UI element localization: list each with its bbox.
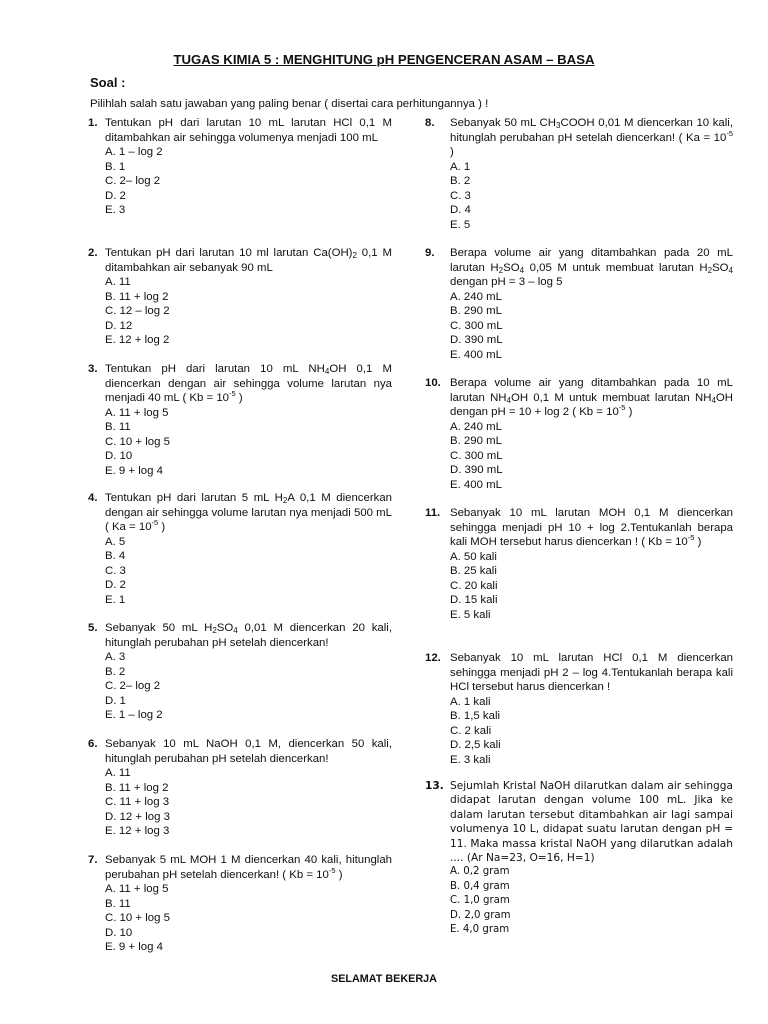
answer-option: A. 5 xyxy=(105,535,126,548)
answer-option: E. 12 + log 3 xyxy=(105,825,170,837)
answer-options xyxy=(105,882,392,955)
answer-option: E. 3 xyxy=(105,204,126,216)
answer-option: A. 240 mL xyxy=(450,420,502,433)
answer-option: C. 2– log 2 xyxy=(105,680,161,692)
instruction-text: Pilihlah salah satu jawaban yang paling benar ( disertai cara perhitungannya ) ! xyxy=(90,98,489,110)
question-number: 5. xyxy=(88,622,98,634)
answer-option: E. 9 + log 4 xyxy=(105,464,163,477)
question-number: 1. xyxy=(88,117,98,129)
answer-option: A. 3 xyxy=(105,651,126,663)
question-text: Sebanyak 50 mL $CH_3COOH$ 0,01 M diencerkan 10 kali, hitunglah perubahan pH setelah diencerkan! ( $Ka = 10^{-5}$ ) xyxy=(450,117,733,158)
question-number: 4. xyxy=(88,492,98,504)
answer-option: A. 50 kali xyxy=(450,550,497,563)
answer-option: E. 12 + log 2 xyxy=(105,334,170,346)
question-item xyxy=(425,779,733,937)
answer-option: A. 1 xyxy=(450,160,471,173)
answer-option: E. 400 mL xyxy=(450,478,502,491)
question-text: Tentukan pH dari larutan 10 mL $NH_4OH$ 0,1 M diencerkan dengan air sehingga volume larutan nya menjadi 40 mL ( $Kb = 10^{-5}$ ) xyxy=(105,363,393,404)
answer-option: D. 390 mL xyxy=(450,464,503,476)
question-item xyxy=(425,376,733,492)
question-text: Sejumlah Kristal NaOH dilarutkan dalam air sehingga didapat larutan dengan volume 100 mL. Jika ke dalam larutan tersebut ditambahkan air lagi sampai volumenya 10 L, didapat suatu larutan dengan pH = 11. Maka massa kristal NaOH yang dilarutkan adalah .... (Ar Na=23, O=16, H=1) xyxy=(450,780,733,865)
answer-option: E. 5 xyxy=(450,218,471,231)
answer-option: C. 300 mL xyxy=(450,449,503,462)
footer-text: SELAMAT BEKERJA xyxy=(331,973,437,985)
answer-option: E. 1 – log 2 xyxy=(105,709,163,721)
answer-option: B. 290 mL xyxy=(450,305,502,317)
answer-option: E. 1 xyxy=(105,593,126,606)
answer-option: C. 3 xyxy=(450,189,471,202)
question-text: Sebanyak 10 mL larutan MOH 0,1 M diencerkan sehingga menjadi pH 10 + log 2.Tentukanlah berapa kali MOH tersebut harus diencerkan ! ( $Kb = 10^{-5}$ ) xyxy=(450,507,733,548)
answer-options xyxy=(450,160,733,233)
answer-options xyxy=(105,766,392,839)
answer-option: B. 2 xyxy=(105,665,126,678)
answer-options xyxy=(450,550,733,623)
answer-option: E. 3 kali xyxy=(450,753,491,766)
answer-option: E. 9 + log 4 xyxy=(105,941,163,953)
question-number: 11. xyxy=(425,507,441,519)
answer-option: D. 2,0 gram xyxy=(450,909,511,921)
question-text: Sebanyak 5 mL MOH 1 M diencerkan 40 kali, hitunglah perubahan pH setelah diencerkan! ( $Kb = 10^{-5}$ ) xyxy=(105,854,392,881)
question-text: Sebanyak 50 mL $H_2SO_4$ 0,01 M diencerkan 20 kali, hitunglah perubahan pH setelah diencerkan! xyxy=(105,622,392,649)
answer-options xyxy=(450,290,733,363)
answer-options xyxy=(450,865,733,937)
answer-option: B. 11 + log 2 xyxy=(105,290,169,303)
question-number: 12. xyxy=(425,652,441,664)
answer-option: D. 2 xyxy=(105,579,126,591)
answer-option: A. 1 – log 2 xyxy=(105,146,163,158)
answer-option: B. 11 xyxy=(105,897,131,910)
question-item xyxy=(88,491,392,607)
answer-option: D. 4 xyxy=(450,204,471,216)
answer-option: D. 12 + log 3 xyxy=(105,810,170,823)
answer-option: B. 1 xyxy=(105,160,126,173)
question-text: Tentukan pH dari larutan 10 ml larutan $Ca(OH)_2$ 0,1 M ditambahkan air sebanyak 90 mL xyxy=(105,247,393,274)
answer-options xyxy=(450,695,733,768)
answer-option: B. 1,5 kali xyxy=(450,710,501,722)
answer-option: B. 0,4 gram xyxy=(450,880,510,892)
question-text: Sebanyak 10 mL NaOH 0,1 M, diencerkan 50 kali, hitunglah perubahan pH setelah diencerkan! xyxy=(105,738,392,765)
answer-option: A. 11 + log 5 xyxy=(105,883,169,895)
answer-option: D. 2 xyxy=(105,189,126,202)
answer-option: D. 10 xyxy=(105,926,133,939)
section-label: Soal : xyxy=(90,75,126,90)
question-text: Sebanyak 10 mL larutan HCl 0,1 M diencerkan sehingga menjadi pH 2 – log 4.Tentukanlah berapa kali HCl tersebut harus diencerkan ! xyxy=(450,652,733,693)
answer-option: D. 1 xyxy=(105,694,126,707)
answer-option: A. 240 mL xyxy=(450,290,502,303)
answer-option: E. 5 kali xyxy=(450,608,491,621)
answer-option: B. 25 kali xyxy=(450,565,497,577)
question-number: 6. xyxy=(88,738,98,750)
question-number: 3. xyxy=(88,363,98,375)
question-item xyxy=(425,246,733,362)
question-text: Tentukan pH dari larutan 5 mL $H_2A$ 0,1 M diencerkan dengan air sehingga volume larutan nya menjadi 500 mL ( $Ka = 10^{-5}$ ) xyxy=(105,492,392,533)
answer-option: A. 11 xyxy=(105,767,131,779)
answer-option: C. 12 – log 2 xyxy=(105,305,170,317)
answer-option: C. 11 + log 3 xyxy=(105,796,170,808)
answer-option: C. 1,0 gram xyxy=(450,895,510,907)
question-number: 9. xyxy=(425,247,435,259)
answer-option: B. 290 mL xyxy=(450,435,502,447)
question-number: 2. xyxy=(88,247,98,259)
answer-option: A. 11 + log 5 xyxy=(105,406,169,419)
question-item xyxy=(88,737,392,839)
answer-options xyxy=(105,145,392,218)
question-number: 13. xyxy=(425,780,444,792)
answer-option: D. 390 mL xyxy=(450,334,503,346)
answer-option: C. 2 kali xyxy=(450,724,492,737)
answer-option: B. 11 xyxy=(105,421,131,433)
answer-option: D. 2,5 kali xyxy=(450,739,501,751)
question-number: 7. xyxy=(88,854,98,866)
document-title: TUGAS KIMIA 5 : MENGHITUNG pH PENGENCERAN ASAM – BASA xyxy=(173,52,595,67)
question-text: Berapa volume air yang ditambahkan pada 20 mL larutan $H_2SO_4$ 0,05 M untuk membuat larutan $H_2SO_4$ dengan pH = 3 – log 5 xyxy=(450,247,733,288)
answer-options xyxy=(450,420,733,493)
question-item xyxy=(425,116,733,232)
answer-options xyxy=(105,406,392,479)
answer-option: A. 1 kali xyxy=(450,695,491,708)
answer-option: C. 10 + log 5 xyxy=(105,435,170,448)
answer-option: C. 300 mL xyxy=(450,319,503,332)
answer-option: B. 2 xyxy=(450,175,471,187)
answer-option: E. 400 mL xyxy=(450,348,502,361)
question-item xyxy=(88,246,392,348)
question-number: 8. xyxy=(425,117,435,129)
answer-option: C. 3 xyxy=(105,564,126,577)
answer-options xyxy=(105,275,392,348)
question-text: Tentukan pH dari larutan 10 mL larutan HCl 0,1 M ditambahkan air sehingga volumenya menjadi 100 mL xyxy=(105,117,392,144)
answer-option: A. 0,2 gram xyxy=(450,866,510,878)
answer-option: C. 10 + log 5 xyxy=(105,912,170,924)
answer-option: C. 2– log 2 xyxy=(105,175,161,187)
question-item xyxy=(88,116,392,218)
question-number: 10. xyxy=(425,377,441,389)
answer-option: C. 20 kali xyxy=(450,579,498,592)
question-item xyxy=(425,506,733,622)
answer-options xyxy=(105,535,392,608)
answer-options xyxy=(105,650,392,723)
answer-option: A. 11 xyxy=(105,276,131,288)
question-item xyxy=(88,853,392,955)
question-item xyxy=(425,651,733,767)
question-item xyxy=(88,362,392,478)
question-text: Berapa volume air yang ditambahkan pada 10 mL larutan $NH_4OH$ 0,1 M untuk membuat larutan $NH_4OH$ dengan pH = 10 + log 2 ( $Kb = 10^{-5}$ ) xyxy=(450,377,733,418)
answer-option: D. 15 kali xyxy=(450,594,498,606)
answer-option: E. 4,0 gram xyxy=(450,924,510,936)
answer-option: D. 12 xyxy=(105,319,133,332)
answer-option: B. 11 + log 2 xyxy=(105,781,169,794)
answer-option: B. 4 xyxy=(105,550,126,562)
question-item xyxy=(88,621,392,723)
answer-option: D. 10 xyxy=(105,450,133,462)
